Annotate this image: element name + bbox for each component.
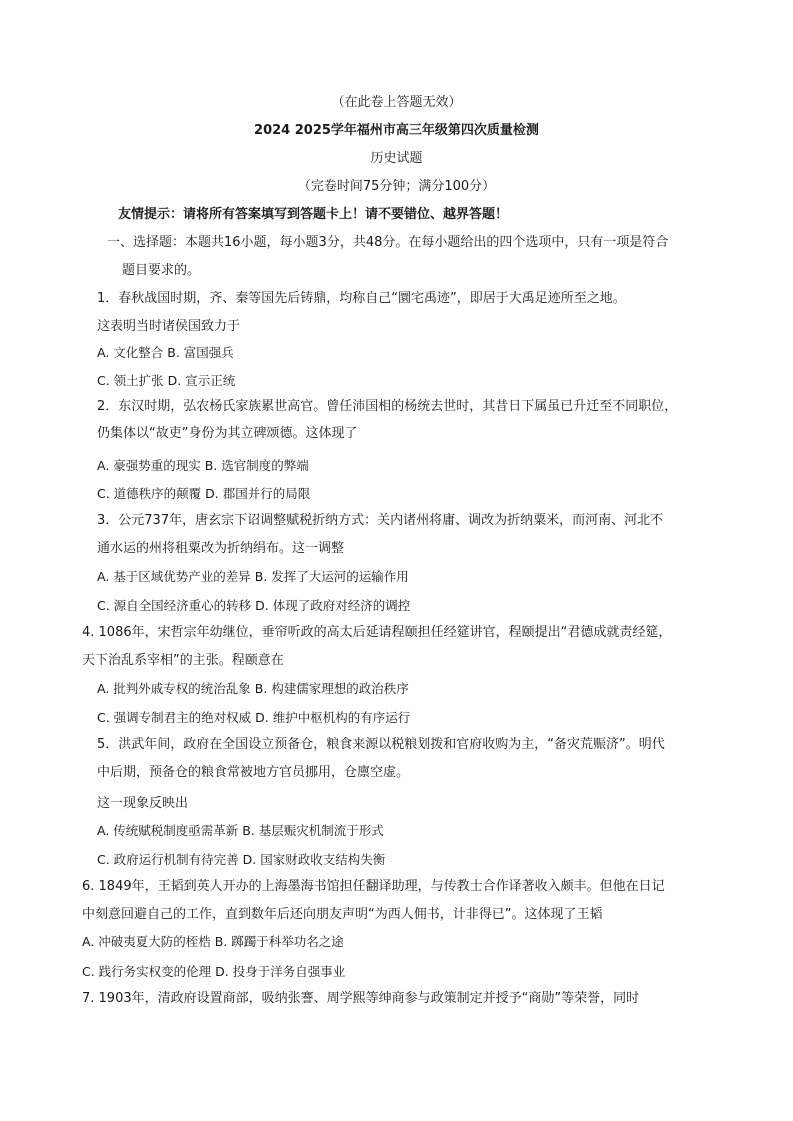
section-instruction-line1: 一、选择题：本题共16小题，每小题3分，共48分。在每小题给出的四个选项中，只有一项是符合 xyxy=(107,235,669,250)
exam-title: 2024 2025学年福州市高三年级第四次质量检测 xyxy=(254,123,539,138)
question-3-stem-line1: 3．公元737年，唐玄宗下诏调整赋税折纳方式：关内诸州将庸、调改为折纳粟米，而河南、河北不 xyxy=(97,513,664,528)
question-1-stem-line2: 这表明当时诸侯国致力于 xyxy=(97,319,241,334)
question-2-options-cd: C. 道德秩序的颠覆 D. 郡国并行的局限 xyxy=(97,486,311,501)
question-3-options-ab: A. 基于区域优势产业的差异 B. 发挥了大运河的运输作用 xyxy=(97,569,409,584)
time-score-info: （完卷时间75分钟；满分100分） xyxy=(297,179,496,194)
question-6-stem-line2: 中刻意回避自己的工作，直到数年后还向朋友声明“为西人佣书，计非得已”。这体现了王韬 xyxy=(82,907,603,922)
question-6-stem-line1: 6. 1849年，王韬到英人开办的上海墨海书馆担任翻译助理，与传教士合作译著收入颇丰。但他在日记 xyxy=(82,879,665,894)
question-1-options-cd: C. 领土扩张 D. 宣示正统 xyxy=(97,373,236,388)
question-5-options-cd: C. 政府运行机制有待完善 D. 国家财政收支结构失衡 xyxy=(97,852,386,867)
subject-title: 历史试题 xyxy=(370,151,423,166)
question-5-stem-line3: 这一现象反映出 xyxy=(97,796,189,811)
question-7-stem-line1: 7. 1903年，清政府设置商部，吸纳张謇、周学熙等绅商参与政策制定并授予“商勋”等荣誉，同时 xyxy=(82,991,640,1006)
question-5-options-ab: A. 传统赋税制度亟需革新 B. 基层赈灾机制流于形式 xyxy=(97,823,384,838)
question-5-stem-line2: 中后期，预备仓的粮食常被地方官员挪用，仓廪空虚。 xyxy=(97,765,410,780)
question-1-stem-line1: 1．春秋战国时期，齐、秦等国先后铸鼎，均称自己“圜宅禹迹”，即居于大禹足迹所至之地。 xyxy=(97,291,626,306)
question-4-options-ab: A. 批判外戚专权的统治乱象 B. 构建儒家理想的政治秩序 xyxy=(97,681,409,696)
question-3-stem-line2: 通水运的州将租粟改为折纳绢布。这一调整 xyxy=(97,541,345,556)
question-2-options-ab: A. 豪强势重的现实 B. 选官制度的弊端 xyxy=(97,458,309,473)
question-6-options-cd: C. 践行务实权变的伦理 D. 投身于洋务自强事业 xyxy=(82,964,346,979)
question-5-stem-line1: 5．洪武年间，政府在全国设立预备仓，粮食来源以税粮划拨和官府收购为主，“备灾荒赈济”。明代 xyxy=(97,737,665,752)
question-1-options-ab: A. 文化整合 B. 富国强兵 xyxy=(97,345,234,360)
friendly-tip: 友情提示：请将所有答案填写到答题卡上！请不要错位、越界答题！ xyxy=(118,207,509,222)
question-4-options-cd: C. 强调专制君主的绝对权威 D. 维护中枢机构的有序运行 xyxy=(97,710,411,725)
question-6-options-ab: A. 冲破夷夏大防的桎梏 B. 踯躅于科举功名之途 xyxy=(82,934,344,949)
question-2-stem-line1: 2．东汉时期，弘农杨氏家族累世高官。曾任沛国相的杨统去世时，其昔日下属虽已升迁至不同职位， xyxy=(97,399,678,414)
answer-invalid-notice: （在此卷上答题无效） xyxy=(331,95,462,110)
question-4-stem-line2: 天下治乱系宰相”的主张。程颐意在 xyxy=(82,653,284,668)
question-3-options-cd: C. 源自全国经济重心的转移 D. 体现了政府对经济的调控 xyxy=(97,598,411,613)
question-2-stem-line2: 仍集体以“故吏”身份为其立碑颂德。这体现了 xyxy=(97,426,358,441)
section-instruction-line2: 题目要求的。 xyxy=(122,263,201,278)
question-4-stem-line1: 4. 1086年，宋哲宗年幼继位，垂帘听政的高太后延请程颐担任经筵讲官，程颐提出“君德成就责经筵， xyxy=(82,625,672,640)
